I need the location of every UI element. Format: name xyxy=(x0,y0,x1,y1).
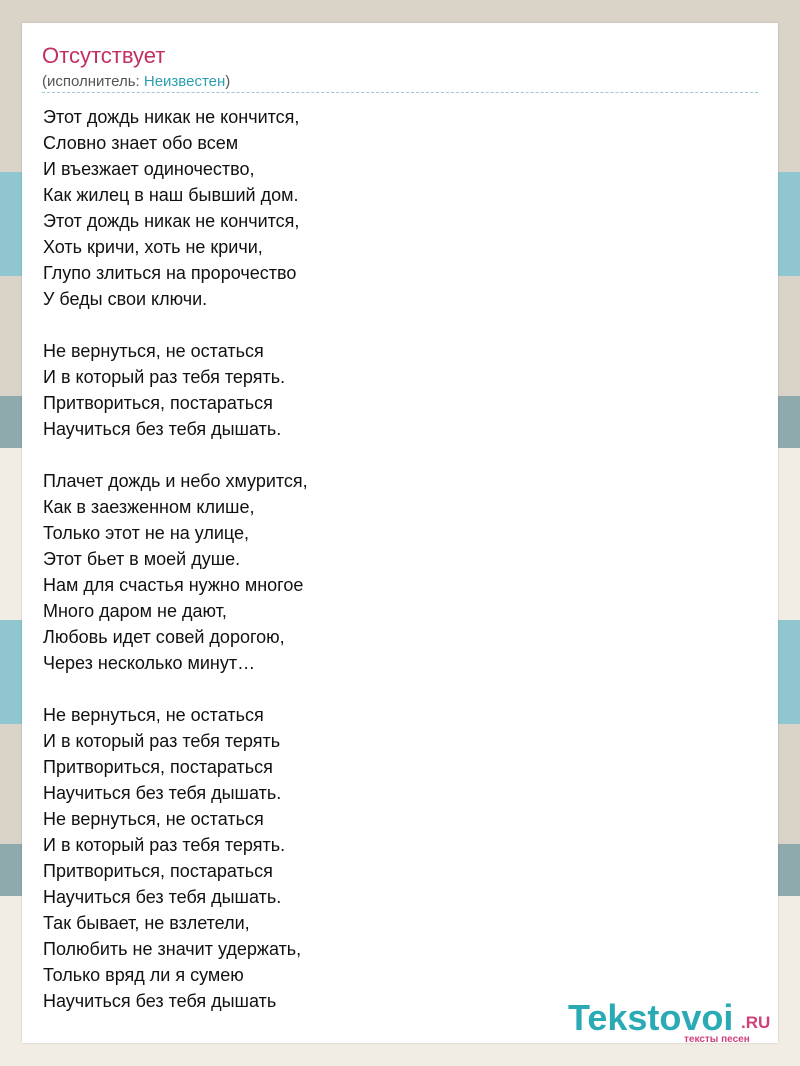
lyric-line: Научиться без тебя дышать. xyxy=(43,887,282,907)
logo-name: Tekstovoi xyxy=(568,997,734,1038)
lyric-line: Много даром не дают, xyxy=(43,601,227,621)
lyric-line: Научиться без тебя дышать. xyxy=(43,419,282,439)
lyric-line: Этот бьет в моей душе. xyxy=(43,549,241,569)
performer-link[interactable]: Неизвестен xyxy=(143,73,226,90)
lyric-line: Этот дождь никак не кончится, xyxy=(43,211,300,231)
logo-tagline: тексты песен xyxy=(684,1034,750,1045)
stanza-break xyxy=(43,676,743,702)
stanza-break xyxy=(43,442,743,468)
lyric-line: И в который раз тебя терять. xyxy=(43,367,286,387)
lyric-line: Не вернуться, не остаться xyxy=(43,809,264,829)
lyric-line: Нам для счастья нужно многое xyxy=(43,575,304,595)
lyric-line: И в который раз тебя терять xyxy=(43,731,281,751)
lyric-line: Этот дождь никак не кончится, xyxy=(43,107,300,127)
lyrics-card xyxy=(22,23,778,1043)
lyric-line: Только вряд ли я сумею xyxy=(43,965,244,985)
lyric-line: Любовь идет совей дорогою, xyxy=(43,627,285,647)
lyric-line: Словно знает обо всем xyxy=(43,133,239,153)
lyric-line: Притвориться, постараться xyxy=(43,861,273,881)
lyric-line: Плачет дождь и небо хмурится, xyxy=(43,471,308,491)
lyric-line: Так бывает, не взлетели, xyxy=(43,913,250,933)
lyric-line: У беды свои ключи. xyxy=(43,289,208,309)
lyric-line: Полюбить не значит удержать, xyxy=(43,939,302,959)
lyric-line: Притвориться, постараться xyxy=(43,393,273,413)
stanza-break xyxy=(43,312,743,338)
performer-line xyxy=(42,72,230,92)
song-title: Отсутствует xyxy=(42,43,166,68)
logo-domain: .RU xyxy=(741,1013,771,1032)
lyric-line: Научиться без тебя дышать. xyxy=(43,783,282,803)
lyric-line: Как жилец в наш бывший дом. xyxy=(43,185,299,205)
lyric-line: Глупо злиться на пророчество xyxy=(43,263,297,283)
lyric-line: Научиться без тебя дышать xyxy=(43,991,277,1011)
lyric-line: Хоть кричи, хоть не кричи, xyxy=(43,237,263,257)
lyric-line: Через несколько минут… xyxy=(43,653,256,673)
lyrics-text xyxy=(43,104,743,1014)
performer-prefix: (исполнитель: xyxy=(42,73,144,90)
lyric-line: Только этот не на улице, xyxy=(43,523,250,543)
lyric-line: Не вернуться, не остаться xyxy=(43,705,264,725)
site-logo[interactable] xyxy=(568,998,774,1048)
performer-suffix: ) xyxy=(225,73,231,90)
lyric-line: Не вернуться, не остаться xyxy=(43,341,264,361)
title-divider xyxy=(42,92,758,93)
lyric-line: И в который раз тебя терять. xyxy=(43,835,286,855)
lyric-line: Притвориться, постараться xyxy=(43,757,273,777)
lyric-line: Как в заезженном клише, xyxy=(43,497,255,517)
lyric-line: И въезжает одиночество, xyxy=(43,159,255,179)
